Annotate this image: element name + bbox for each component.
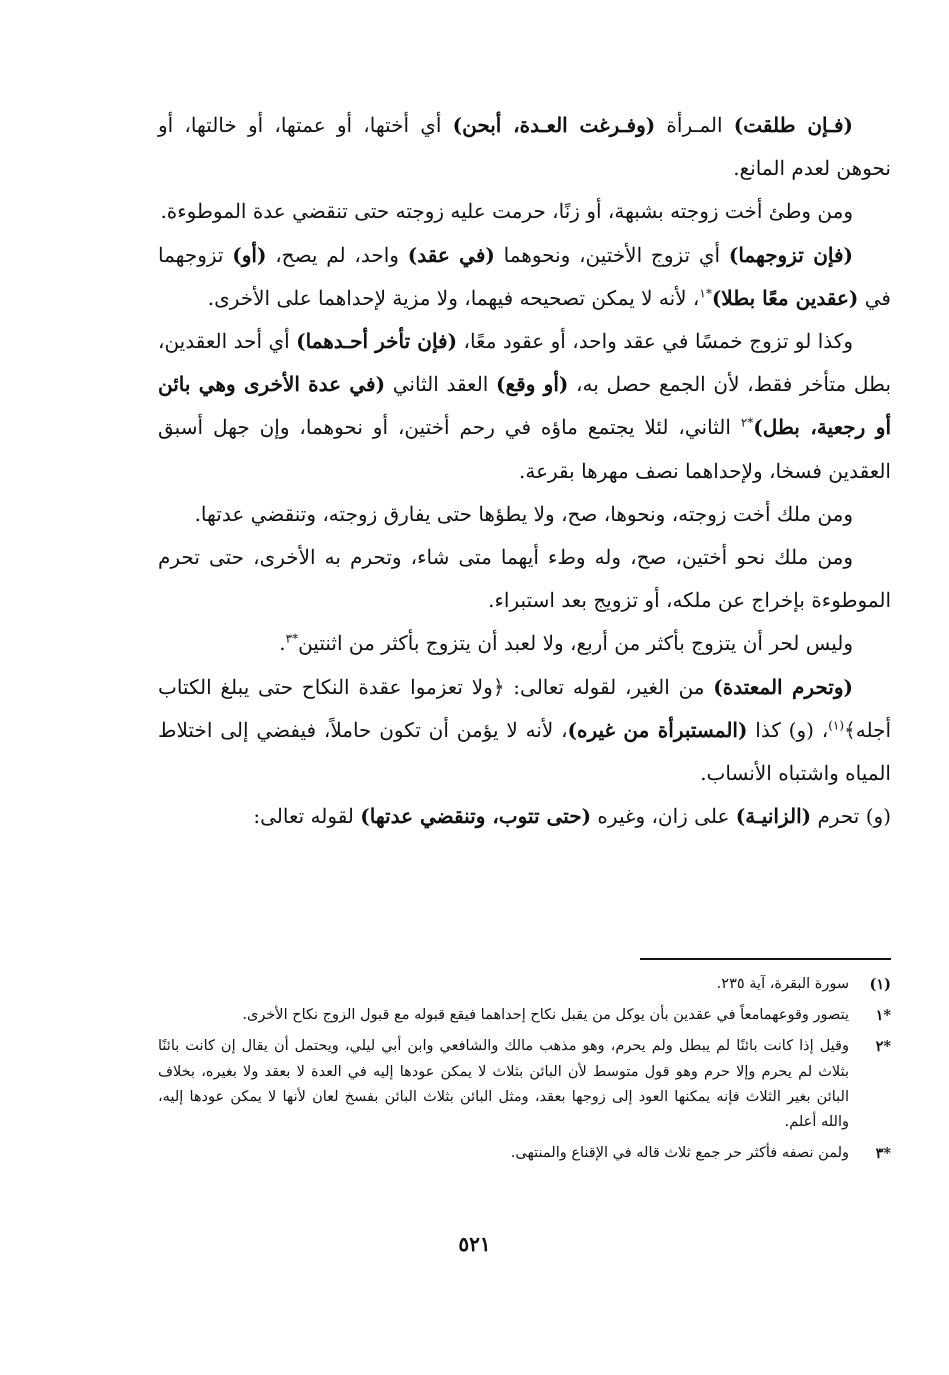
text-run: ومن ملك نحو أختين، صح، وله وطء أيهما متى شاء، وتحرم به الأخرى، حتى تحرم الموطوءة بإخراج عن ملكه، أو تزويج بعد استبراء.: [158, 545, 891, 613]
text-run: .: [279, 631, 286, 656]
footnote-item: [158, 972, 891, 997]
bold-phrase: (في عقد): [407, 242, 495, 267]
footnote-number: (١): [869, 976, 891, 993]
footnote-item: [158, 1003, 891, 1028]
footnote-number: *١: [875, 1007, 891, 1025]
bold-phrase: (الزانيـة): [735, 804, 812, 829]
main-text: [158, 104, 891, 838]
paragraph-3: [158, 234, 891, 320]
text-run: أي تزوج الأختين، ونحوهما: [494, 242, 729, 267]
text-run: على زان، وغيره: [591, 804, 736, 829]
paragraph-1: [158, 104, 891, 190]
footnote-marker: *١: [699, 286, 712, 301]
text-run: ، لأنه لا يمكن تصحيحه فيهما، ولا مزية لإحداهما على الأخرى.: [207, 285, 700, 310]
paragraph-4: [158, 320, 891, 493]
paragraph-5: [158, 493, 891, 536]
text-run: الثاني، لئلا يجتمع ماؤه في رحم أختين، أو نحوهما، وإن جهل أسبق العقدين فسخا، ولإحداهما نصف مهرها بقرعة.: [158, 415, 891, 483]
text-run: ، (و) كذا: [747, 717, 829, 742]
text-run: تزوجهما في: [158, 242, 891, 310]
footnote-text: ولمن نصفه فأكثر حر جمع ثلاث قاله في الإقناع والمنتهى.: [510, 1145, 849, 1162]
footnote-text: وقيل إذا كانت بائنًا لم يبطل ولم يحرم، وهو مذهب مالك والشافعي وابن أبي ليلي، ويحتمل أن يقال إن كانت بائنًا بثلاث لم يحرم وإلا حرم وهو قول متوسط لأن البائن بثلاث لا يمكن عودها إليه في العدة لا بعقد ولا بغيره، بخلاف البائن بغير الثلاث فإنه يمكنها العود إلى زوجها بعقد، ومثل البائن بثلاث البائن بفسخ لعان لأنها لا يمكن عودها إليه، والله أعلم.: [158, 1038, 849, 1131]
text-run: ومن وطئ أخت زوجته بشبهة، أو زنًا، حرمت عليه زوجته حتى تنقضي عدة الموطوءة.: [160, 199, 853, 224]
footnote-marker: *٢: [740, 415, 754, 430]
bold-phrase: (فـإن طلقت): [733, 113, 853, 137]
footnote-number: *٣: [875, 1145, 891, 1163]
bold-phrase: (المستبرأة من غيره): [567, 717, 748, 742]
footnote-text: يتصور وقوعهمامعاً في عقدين بأن يوكل من يقبل نكاح إحداهما فيقع قبوله مع قبول الزوج نكاح الأخرى.: [242, 1007, 849, 1024]
paragraph-2: [158, 190, 891, 233]
text-run: لقوله تعالى:: [253, 804, 361, 829]
footnote-separator: [640, 958, 891, 960]
footnotes: [158, 972, 891, 1172]
footnote-marker: *٣: [285, 631, 299, 646]
footnote-marker: (١): [828, 718, 845, 733]
footnote-item: [158, 1141, 891, 1166]
bold-phrase: (وفـرغت العـدة، أبحن): [452, 113, 656, 137]
bold-phrase: (عقدين معًا بطلا): [711, 285, 859, 310]
bold-phrase: (فإن تزوجهما): [728, 242, 854, 267]
bold-phrase: (فإن تأخر أحـدهما): [296, 329, 458, 354]
footnote-number: *٢: [875, 1038, 891, 1056]
text-run: من الغير، لقوله تعالى: ﴿ولا تعزموا عقدة النكاح حتى يبلغ الكتاب أجله﴾: [158, 674, 891, 742]
text-run: (و) تحرم: [811, 804, 891, 829]
bold-phrase: (حتى تتوب، وتنقضي عدتها): [360, 804, 592, 829]
paragraph-9: [158, 795, 891, 838]
bold-phrase: (وتحرم المعتدة): [713, 674, 853, 699]
bold-phrase: (أو وقع): [496, 372, 569, 397]
paragraph-7: [158, 622, 891, 665]
footnote-text: سورة البقرة، آية ٢٣٥.: [716, 976, 849, 992]
text-run: العقد الثاني: [385, 372, 497, 397]
paragraph-6: [158, 536, 891, 622]
paragraph-8: [158, 666, 891, 796]
text-run: ومن ملك أخت زوجته، ونحوها، صح، ولا يطؤها حتى يفارق زوجته، وتنقضي عدتها.: [194, 501, 853, 526]
text-run: ، لأنه لا يؤمن أن تكون حاملاً، فيفضي إلى اختلاط المياه واشتباه الأنساب.: [158, 717, 891, 786]
text-run: وليس لحر أن يتزوج بأكثر من أربع، ولا لعبد أن يتزوج بأكثر من اثنتين: [298, 631, 853, 656]
bold-phrase: (أو): [232, 242, 267, 267]
text-run: المـرأة: [655, 113, 734, 137]
text-run: أي أختها، أو عمتها، أو خالتها، أو نحوهن لعدم المانع.: [158, 113, 891, 181]
page-number: ٥٢١: [458, 1232, 491, 1256]
text-run: واحد، لم يصح،: [266, 242, 408, 267]
text-run: وكذا لو تزوج خمسًا في عقد واحد، أو عقود معًا،: [457, 329, 853, 354]
footnote-item: [158, 1034, 891, 1135]
bold-phrase: (في عدة الأخرى وهي بائن أو رجعية، بطل): [158, 372, 891, 440]
text-run: أي أحد العقدين، بطل متأخر فقط، لأن الجمع حصل به،: [158, 329, 892, 397]
